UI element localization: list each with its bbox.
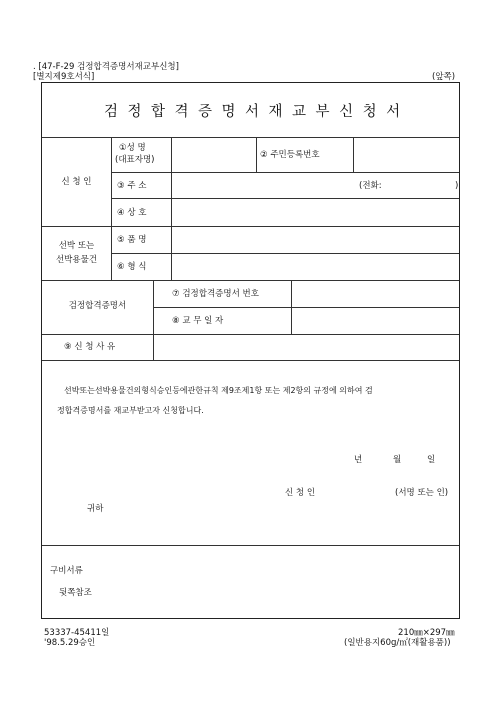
item-name-label: ⑤ 품 명 (117, 235, 147, 245)
resident-number-label: ② 주민등록번호 (260, 150, 320, 160)
body-line-1: 선박또는선박용물건의형식승인등에관한규칙 제9조제1항 또는 제2항의 규정에 의하여 검 (64, 386, 373, 395)
issue-date-label: ⑧ 교 무 일 자 (172, 316, 224, 326)
signature-label: (서명 또는 인) (395, 488, 449, 498)
divider-cert (42, 334, 459, 335)
divider-row4 (111, 253, 459, 254)
col-divider-resident-value (353, 137, 354, 172)
divider-vessel (42, 280, 459, 281)
footer-paper: (일반용지60g/㎡(재활용품)) (344, 638, 451, 648)
date-day: 일 (427, 455, 436, 465)
applicant-section-label: 신 청 인 (61, 177, 92, 187)
footer-size: 210㎜×297㎜ (398, 628, 455, 638)
address-label: ③ 주 소 (117, 181, 147, 191)
col-divider-resident (256, 137, 257, 172)
footer-approval: '98.5.29승인 (44, 638, 96, 648)
page-title: 검정합격증명서재교부신청서 (104, 104, 410, 120)
addressee: 귀하 (87, 504, 104, 514)
col-divider-label (111, 137, 112, 280)
attachments-note: 뒷쪽참조 (59, 588, 92, 598)
divider-applicant (42, 226, 459, 227)
col-divider-cert (153, 280, 154, 360)
vessel-section-label-1: 선박 또는 (58, 241, 95, 251)
date-year: 년 (354, 455, 363, 465)
divider-title (42, 137, 459, 138)
divider-row2 (111, 198, 459, 199)
col-divider-cert-value (291, 280, 292, 334)
divider-reason (42, 360, 459, 361)
name-label: ①성 명 (119, 143, 146, 153)
form-code: . [47-F-29 검정합격증명서재교부신청] (33, 62, 179, 72)
divider-row1 (111, 172, 459, 173)
divider-row6 (153, 307, 459, 308)
phone-label: (전화: (359, 181, 382, 191)
col-divider-field (171, 137, 172, 280)
page-side: (앞쪽) (432, 72, 456, 82)
divider-body (42, 545, 459, 546)
attachments-label: 구비서류 (50, 566, 83, 576)
representative-label: (대표자명) (115, 155, 155, 165)
date-month: 월 (393, 455, 402, 465)
certificate-number-label: ⑦ 검정합격증명서 번호 (172, 289, 259, 299)
reason-label: ⑨ 신 청 사 유 (64, 342, 116, 352)
type-label: ⑥ 형 식 (117, 262, 147, 272)
form-number: [별지제9호서식] (33, 72, 95, 82)
company-label: ④ 상 호 (117, 208, 147, 218)
phone-close: ) (455, 181, 459, 191)
certificate-section-label: 검정합격증명서 (68, 301, 127, 311)
vessel-section-label-2: 선박용물건 (55, 255, 98, 265)
applicant-sign-label: 신 청 인 (285, 488, 316, 498)
footer-code: 53337-45411일 (44, 628, 110, 638)
body-line-2: 정합격증명서를 재교부받고자 신청합니다. (57, 406, 204, 415)
